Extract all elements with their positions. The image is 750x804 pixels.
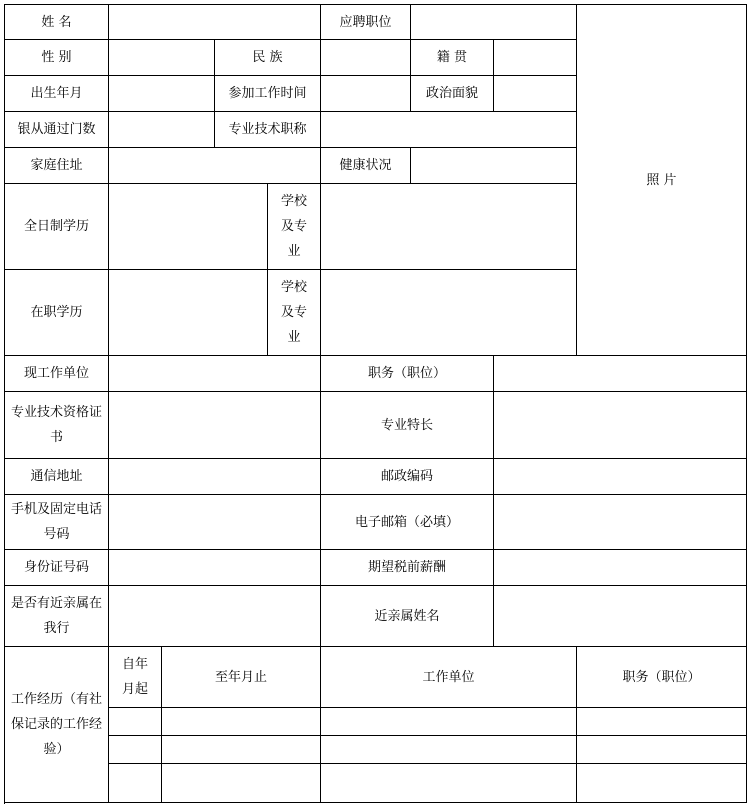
label-email: 电子邮箱（必填） bbox=[321, 495, 494, 550]
label-native-place: 籍 贯 bbox=[411, 40, 494, 76]
label-position-applied: 应聘职位 bbox=[321, 5, 411, 40]
field-birth-date[interactable] bbox=[109, 76, 215, 112]
label-school-major-2: 学校及专业 bbox=[268, 270, 321, 356]
field-current-employer[interactable] bbox=[109, 356, 321, 392]
field-email[interactable] bbox=[494, 495, 747, 550]
history-to-2[interactable] bbox=[162, 736, 321, 764]
field-home-address[interactable] bbox=[109, 148, 321, 184]
field-gender[interactable] bbox=[109, 40, 215, 76]
field-inservice-edu[interactable] bbox=[109, 270, 268, 356]
label-bank-exams: 银从通过门数 bbox=[5, 112, 109, 148]
header-post-2: 职务（职位） bbox=[577, 647, 747, 708]
label-mail-address: 通信地址 bbox=[5, 459, 109, 495]
field-mail-address[interactable] bbox=[109, 459, 321, 495]
field-post-1[interactable] bbox=[494, 356, 747, 392]
label-inservice-edu: 在职学历 bbox=[5, 270, 109, 356]
field-relatives[interactable] bbox=[109, 586, 321, 647]
label-fulltime-edu: 全日制学历 bbox=[5, 184, 109, 270]
field-postcode[interactable] bbox=[494, 459, 747, 495]
field-position-applied[interactable] bbox=[411, 5, 577, 40]
field-native-place[interactable] bbox=[494, 40, 577, 76]
history-employer-2[interactable] bbox=[321, 736, 577, 764]
field-prof-title[interactable] bbox=[321, 112, 577, 148]
history-to-3[interactable] bbox=[162, 764, 321, 803]
label-political-status: 政治面貌 bbox=[411, 76, 494, 112]
label-relatives: 是否有近亲属在我行 bbox=[5, 586, 109, 647]
label-specialty: 专业特长 bbox=[321, 392, 494, 459]
field-fulltime-edu[interactable] bbox=[109, 184, 268, 270]
label-gender: 性 别 bbox=[5, 40, 109, 76]
field-specialty[interactable] bbox=[494, 392, 747, 459]
history-to-1[interactable] bbox=[162, 708, 321, 736]
history-employer-1[interactable] bbox=[321, 708, 577, 736]
label-school-major-1: 学校及专业 bbox=[268, 184, 321, 270]
label-name: 姓 名 bbox=[5, 5, 109, 40]
field-school-major-1[interactable] bbox=[321, 184, 577, 270]
label-relative-name: 近亲属姓名 bbox=[321, 586, 494, 647]
field-prof-cert[interactable] bbox=[109, 392, 321, 459]
field-bank-exams[interactable] bbox=[109, 112, 215, 148]
label-prof-cert: 专业技术资格证书 bbox=[5, 392, 109, 459]
field-ethnicity[interactable] bbox=[321, 40, 411, 76]
header-from-date: 自年月起 bbox=[109, 647, 162, 708]
field-phone[interactable] bbox=[109, 495, 321, 550]
label-salary: 期望税前薪酬 bbox=[321, 550, 494, 586]
label-current-employer: 现工作单位 bbox=[5, 356, 109, 392]
history-employer-3[interactable] bbox=[321, 764, 577, 803]
field-id-number[interactable] bbox=[109, 550, 321, 586]
history-post-2[interactable] bbox=[577, 736, 747, 764]
header-employer: 工作单位 bbox=[321, 647, 577, 708]
history-post-3[interactable] bbox=[577, 764, 747, 803]
field-school-major-2[interactable] bbox=[321, 270, 577, 356]
label-ethnicity: 民 族 bbox=[215, 40, 321, 76]
label-id-number: 身份证号码 bbox=[5, 550, 109, 586]
field-work-start[interactable] bbox=[321, 76, 411, 112]
header-to-date: 至年月止 bbox=[162, 647, 321, 708]
field-political-status[interactable] bbox=[494, 76, 577, 112]
history-post-1[interactable] bbox=[577, 708, 747, 736]
photo-box[interactable]: 照 片 bbox=[577, 5, 747, 356]
field-name[interactable] bbox=[109, 5, 321, 40]
label-home-address: 家庭住址 bbox=[5, 148, 109, 184]
field-relative-name[interactable] bbox=[494, 586, 747, 647]
field-health[interactable] bbox=[411, 148, 577, 184]
field-salary[interactable] bbox=[494, 550, 747, 586]
history-from-2[interactable] bbox=[109, 736, 162, 764]
label-work-history: 工作经历（有社保记录的工作经验） bbox=[5, 647, 109, 803]
label-prof-title: 专业技术职称 bbox=[215, 112, 321, 148]
label-phone: 手机及固定电话号码 bbox=[5, 495, 109, 550]
label-post-1: 职务（职位） bbox=[321, 356, 494, 392]
label-work-start: 参加工作时间 bbox=[215, 76, 321, 112]
label-birth-date: 出生年月 bbox=[5, 76, 109, 112]
label-health: 健康状况 bbox=[321, 148, 411, 184]
label-postcode: 邮政编码 bbox=[321, 459, 494, 495]
history-from-3[interactable] bbox=[109, 764, 162, 803]
history-from-1[interactable] bbox=[109, 708, 162, 736]
